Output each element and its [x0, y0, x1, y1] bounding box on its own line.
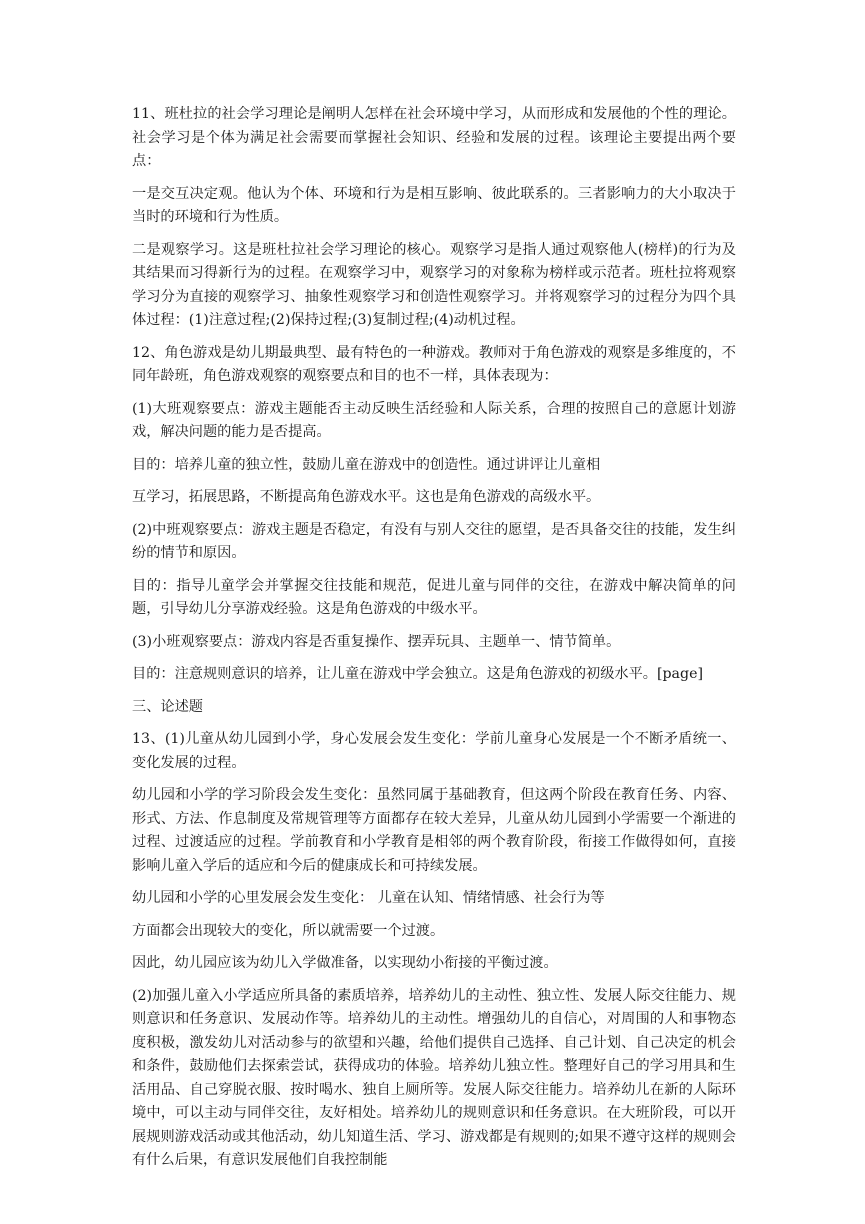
paragraph: 幼儿园和小学的心里发展会发生变化： 儿童在认知、情绪情感、社会行为等 — [132, 890, 605, 906]
section-heading: 三、论述题 — [132, 698, 203, 715]
paragraph: 方面都会出现较大的变化，所以就需要一个过渡。 — [132, 922, 445, 939]
paragraph: 目的：培养儿童的独立性，鼓励儿童在游戏中的创造性。通过讲评让儿童相 — [132, 456, 601, 473]
document-body — [132, 103, 736, 1182]
paragraph: (2)加强儿童入小学适应所具备的素质培养，培养幼儿的主动性、独立性、发展人际交往能力、规则意识和任务意识、发展动作等。培养幼儿的主动性。增强幼儿的自信心，对周围的人和事物态度积极，激发幼儿对活动参与的欲望和兴趣，给他们提供自己选择、自己计划、自己决定的机会和条件，鼓励他们去探索尝试，获得成功的体验。培养幼儿独立性。整理好自己的学习用具和生活用品、自己穿脱衣服、按时喝水、独自上厕所等。发展人际交往能力。培养幼儿在新的人际环境中，可以主动与同伴交往，友好相处。培养幼儿的规则意识和任务意识。在大班阶段，可以开展规则游戏活动或其他活动，幼儿知道生活、学习、游戏都是有规则的;如果不遵守这样的规则会有什么后果，有意识发展他们自我控制能 — [132, 987, 736, 1168]
paragraph: 目的：指导儿童学会并掌握交往技能和规范，促进儿童与同伴的交往，在游戏中解决简单的问题，引导幼儿分享游戏经验。这是角色游戏的中级水平。 — [132, 577, 736, 617]
paragraph: 11、班杜拉的社会学习理论是阐明人怎样在社会环境中学习，从而形成和发展他的个性的理论。社会学习是个体为满足社会需要而掌握社会知识、经验和发展的过程。该理论主要提出两个要点： — [132, 106, 736, 169]
paragraph: 一是交互决定观。他认为个体、环境和行为是相互影响、彼此联系的。三者影响力的大小取决于当时的环境和行为性质。 — [132, 185, 736, 225]
paragraph: (1)大班观察要点：游戏主题能否主动反映生活经验和人际关系，合理的按照自己的意愿计划游戏，解决问题的能力是否提高。 — [132, 400, 736, 440]
paragraph: 目的：注意规则意识的培养，让儿童在游戏中学会独立。这是角色游戏的初级水平。[page] — [132, 666, 704, 682]
paragraph: 因此，幼儿园应该为幼儿入学做准备，以实现幼小衔接的平衡过渡。 — [132, 955, 558, 971]
paragraph: 13、(1)儿童从幼儿园到小学，身心发展会发生变化：学前儿童身心发展是一个不断矛盾统一、变化发展的过程。 — [132, 731, 736, 771]
paragraph: 互学习，拓展思路，不断提高角色游戏水平。这也是角色游戏的高级水平。 — [132, 489, 601, 505]
paragraph: (2)中班观察要点：游戏主题是否稳定，有没有与别人交往的愿望，是否具备交往的技能，发生纠纷的情节和原因。 — [132, 521, 736, 561]
paragraph: 二是观察学习。这是班杜拉社会学习理论的核心。观察学习是指人通过观察他人(榜样)的行为及其结果而习得新行为的过程。在观察学习中，观察学习的对象称为榜样或示范者。班杜拉将观察学习分为直接的观察学习、抽象性观察学习和创造性观察学习。并将观察学习的过程分为四个具体过程：(1)注意过程;(2)保持过程;(3)复制过程;(4)动机过程。 — [132, 241, 736, 328]
paragraph: 12、角色游戏是幼儿期最典型、最有特色的一种游戏。教师对于角色游戏的观察是多维度的，不同年龄班，角色游戏观察的观察要点和目的也不一样，具体表现为： — [132, 344, 736, 384]
paragraph: 幼儿园和小学的学习阶段会发生变化：虽然同属于基础教育，但这两个阶段在教育任务、内容、形式、方法、作息制度及常规管理等方面都存在较大差异，儿童从幼儿园到小学需要一个渐进的过程、过渡适应的过程。学前教育和小学教育是相邻的两个教育阶段，衔接工作做得如何，直接影响儿童入学后的适应和今后的健康成长和可持续发展。 — [132, 787, 736, 874]
paragraph: (3)小班观察要点：游戏内容是否重复操作、摆弄玩具、主题单一、情节简单。 — [132, 633, 621, 650]
